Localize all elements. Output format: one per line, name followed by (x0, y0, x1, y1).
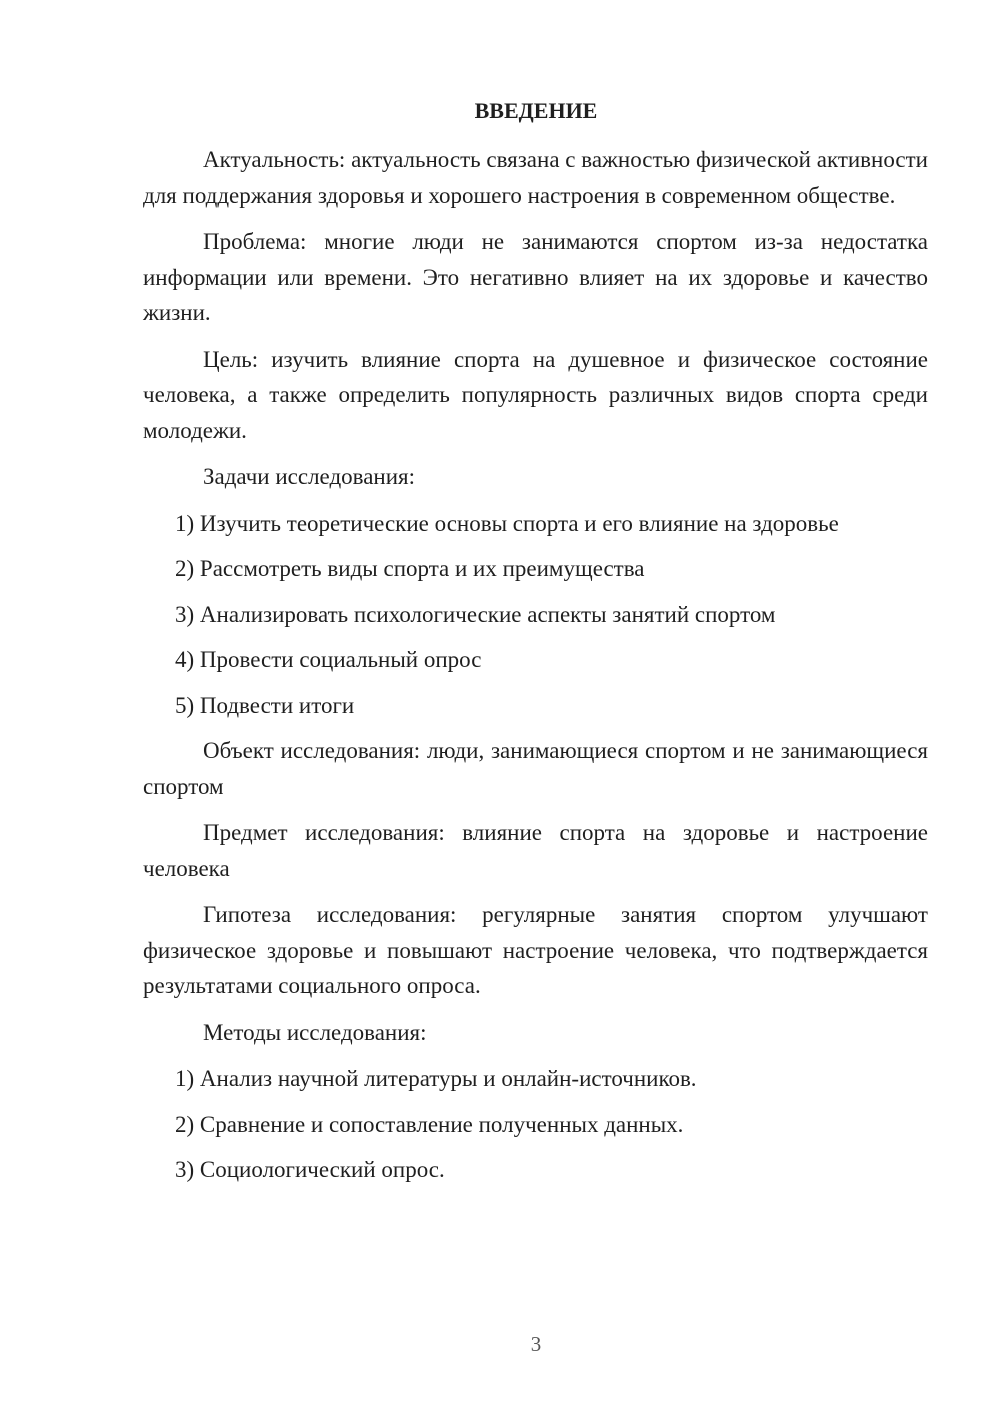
methods-list (143, 1061, 928, 1188)
object-paragraph: Объект исследования: люди, занимающиеся спортом и не занимающиеся спортом (143, 738, 928, 799)
list-item: 1) Анализ научной литературы и онлайн-источников. (175, 1066, 697, 1091)
list-item: 2) Рассмотреть виды спорта и их преимущества (175, 556, 645, 581)
list-item: 4) Провести социальный опрос (175, 647, 482, 672)
problem-paragraph: Проблема: многие люди не занимаются спортом из-за недостатка информации или времени. Это негативно влияет на их здоровье и качество жизни. (143, 229, 928, 325)
list-item: 1) Изучить теоретические основы спорта и его влияние на здоровье (175, 510, 839, 536)
list-item: 5) Подвести итоги (175, 692, 355, 718)
page-number: 3 (530, 1332, 542, 1356)
document-body (143, 142, 928, 1198)
page-title: ВВЕДЕНИЕ (474, 98, 598, 123)
list-item: 3) Анализировать психологические аспекты занятий спортом (175, 601, 776, 627)
goal-paragraph: Цель: изучить влияние спорта на душевное и физическое состояние человека, а также определить популярность различных видов спорта среди молодежи. (143, 346, 928, 443)
methods-heading: Методы исследования: (203, 1019, 427, 1045)
list-item: 3) Социологический опрос. (175, 1157, 445, 1182)
tasks-heading: Задачи исследования: (203, 464, 416, 489)
subject-paragraph: Предмет исследования: влияние спорта на здоровье и настроение человека (143, 820, 928, 881)
hypothesis-paragraph: Гипотеза исследования: регулярные занятия спортом улучшают физическое здоровье и повышают настроение человека, что подтверждается результатами социального опроса. (143, 902, 928, 998)
list-item: 2) Сравнение и сопоставление полученных данных. (175, 1111, 684, 1137)
relevance-paragraph: Актуальность: актуальность связана с важностью физической активности для поддержания здоровья и хорошего настроения в современном обществе. (143, 147, 928, 208)
tasks-list (143, 506, 928, 724)
